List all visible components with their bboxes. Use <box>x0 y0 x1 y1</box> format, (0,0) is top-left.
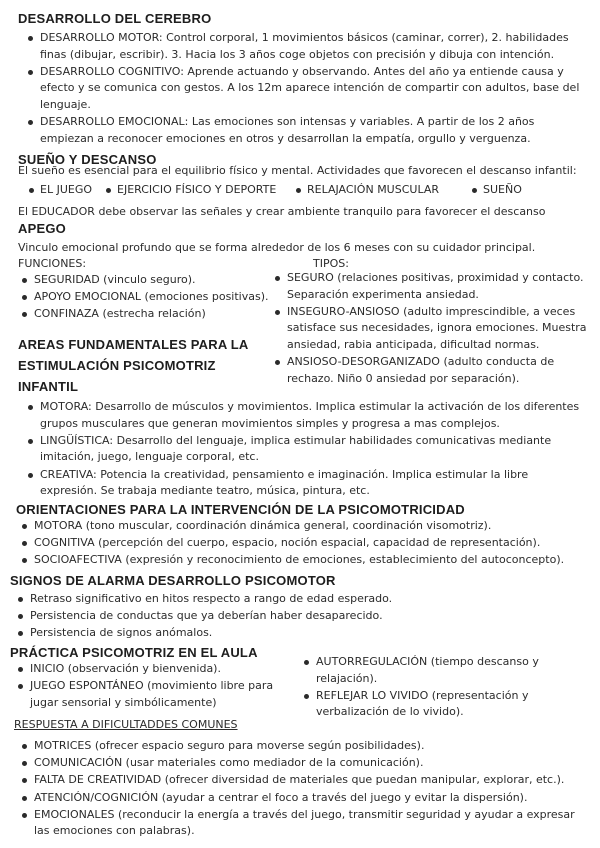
list-item: MOTORA: Desarrollo de músculos y movimientos. Implica estimular la activación de los diferentes grupos musculares que generan movimientos simples y progresa a mas complejos. <box>26 399 586 432</box>
areas-list <box>26 399 586 500</box>
bullet-icon <box>22 295 27 300</box>
list-item: SEGURO (relaciones positivas, proximidad y contacto. Separación experimenta ansiedad. <box>273 270 591 303</box>
list-item: DESARROLLO MOTOR: Control corporal, 1 movimientos básicos (caminar, correr), 2. habilidades finas (dibujar, escribir). 3. Hacia los 3 años coge objetos con precisión y dibuja con intención. <box>26 30 582 63</box>
practica-left-list <box>16 661 294 712</box>
bullet-icon <box>28 439 33 444</box>
list-item: APOYO EMOCIONAL (emociones positivas). <box>20 289 282 306</box>
list-item: DESARROLLO COGNITIVO: Aprende actuando y observando. Antes del año ya entiende causa y efecto y se comunica con gestos. A los 12m aparece intención de compartir con adultos, base del lenguaje. <box>26 64 582 114</box>
bullet-icon <box>28 120 33 125</box>
list-item: Persistencia de conductas que ya deberían haber desaparecido. <box>16 608 576 625</box>
cerebro-list <box>26 30 582 148</box>
section-title-cerebro: DESARROLLO DEL CEREBRO <box>18 11 212 26</box>
list-item: COMUNICACIÓN (usar materiales como mediador de la comunicación). <box>20 755 592 772</box>
activity-item: RELAJACIÓN MUSCULAR <box>307 182 439 198</box>
bullet-icon <box>28 473 33 478</box>
section-title-areas-line1: AREAS FUNDAMENTALES PARA LA <box>18 337 249 352</box>
bullet-icon <box>18 631 23 636</box>
section-title-areas-line3: INFANTIL <box>18 379 79 394</box>
bullet-icon <box>18 667 23 672</box>
practica-right-list <box>302 654 588 722</box>
list-item: REFLEJAR LO VIVIDO (representación y verbalización de lo vivido). <box>302 688 588 721</box>
list-item: INSEGURO-ANSIOSO (adulto imprescindible, a veces satisface sus necesidades, ignora emociones. Muestra ansiedad, rabia anticipada, dificultad normas. <box>273 304 591 354</box>
section-title-areas-line2: ESTIMULACIÓN PSICOMOTRIZ <box>18 358 216 373</box>
bullet-icon <box>28 405 33 410</box>
bullet-icon <box>296 188 301 193</box>
apego-funciones-label: FUNCIONES: <box>18 257 87 270</box>
list-item: ANSIOSO-DESORGANIZADO (adulto conducta de rechazo. Niño 0 ansiedad por separación). <box>273 354 591 387</box>
bullet-icon <box>22 796 27 801</box>
section-title-practica: PRÁCTICA PSICOMOTRIZ EN EL AULA <box>10 645 258 660</box>
bullet-icon <box>22 813 27 818</box>
bullet-icon <box>18 684 23 689</box>
sueno-note: El EDUCADOR debe observar las señales y crear ambiente tranquilo para favorecer el descanso <box>18 205 546 218</box>
list-item: JUEGO ESPONTÁNEO (movimiento libre para jugar sensorial y simbólicamente) <box>16 678 294 711</box>
section-title-signos: SIGNOS DE ALARMA DESARROLLO PSICOMOTOR <box>10 573 336 588</box>
list-item: SOCIOAFECTIVA (expresión y reconocimiento de emociones, establecimiento del autoconcepto). <box>20 552 595 569</box>
bullet-icon <box>22 541 27 546</box>
bullet-icon <box>29 188 34 193</box>
orientaciones-list <box>20 518 595 570</box>
list-item: Persistencia de signos anómalos. <box>16 625 576 642</box>
list-item: DESARROLLO EMOCIONAL: Las emociones son intensas y variables. A partir de los 2 años empiezan a reconocer emociones en otros y desarrollan la empatía, orgullo y verguenza. <box>26 114 582 147</box>
sueno-activities <box>0 182 600 198</box>
sueno-intro: El sueño es esencial para el equilibrio físico y mental. Actividades que favorecen el descanso infantil: <box>18 164 577 177</box>
bullet-icon <box>18 614 23 619</box>
section-title-sueno: SUEÑO Y DESCANSO <box>18 152 157 167</box>
bullet-icon <box>22 312 27 317</box>
section-title-orientaciones: ORIENTACIONES PARA LA INTERVENCIÓN DE LA PSICOMOTRICIDAD <box>16 502 465 517</box>
apego-tipos-label: TIPOS: <box>313 257 349 270</box>
bullet-icon <box>275 360 280 365</box>
list-item: EMOCIONALES (reconducir la energía a través del juego, transmitir seguridad y ayudar a expresar las emociones con palabras). <box>20 807 592 840</box>
list-item: AUTORREGULACIÓN (tiempo descanso y relajación). <box>302 654 588 687</box>
list-item: SEGURIDAD (vinculo seguro). <box>20 272 282 289</box>
bullet-icon <box>472 188 477 193</box>
respuesta-list <box>20 738 592 841</box>
bullet-icon <box>18 597 23 602</box>
bullet-icon <box>304 660 309 665</box>
bullet-icon <box>304 694 309 699</box>
section-title-apego: APEGO <box>18 221 66 236</box>
apego-funciones-list <box>20 272 282 324</box>
list-item: MOTRICES (ofrecer espacio seguro para moverse según posibilidades). <box>20 738 592 755</box>
list-item: CREATIVA: Potencia la creatividad, pensamiento e imaginación. Implica estimular la libre expresión. Se trabaja mediante teatro, música, pintura, etc. <box>26 467 586 500</box>
bullet-icon <box>22 744 27 749</box>
bullet-icon <box>22 778 27 783</box>
apego-intro: Vinculo emocional profundo que se forma alrededor de los 6 meses con su cuidador principal. <box>18 241 536 254</box>
activity-item: EL JUEGO <box>40 182 92 198</box>
section-title-respuesta: RESPUESTA A DIFICULTADDES COMUNES <box>14 718 238 731</box>
activity-item: SUEÑO <box>483 182 522 198</box>
bullet-icon <box>22 278 27 283</box>
activity-item: EJERCICIO FÍSICO Y DEPORTE <box>117 182 276 198</box>
bullet-icon <box>28 70 33 75</box>
bullet-icon <box>106 188 111 193</box>
list-item: ATENCIÓN/COGNICIÓN (ayudar a centrar el foco a través del juego y evitar la dispersión). <box>20 790 592 807</box>
bullet-icon <box>275 310 280 315</box>
signos-list <box>16 591 576 643</box>
list-item: FALTA DE CREATIVIDAD (ofrecer diversidad de materiales que puedan manipular, explorar, etc.). <box>20 772 592 789</box>
bullet-icon <box>275 276 280 281</box>
list-item: CONFINAZA (estrecha relación) <box>20 306 282 323</box>
list-item: INICIO (observación y bienvenida). <box>16 661 294 678</box>
list-item: COGNITIVA (percepción del cuerpo, espacio, noción espacial, capacidad de representación). <box>20 535 595 552</box>
apego-tipos-list <box>273 270 591 388</box>
list-item: MOTORA (tono muscular, coordinación dinámica general, coordinación visomotriz). <box>20 518 595 535</box>
bullet-icon <box>22 524 27 529</box>
bullet-icon <box>28 36 33 41</box>
bullet-icon <box>22 761 27 766</box>
list-item: LINGÜÍSTICA: Desarrollo del lenguaje, implica estimular habilidades comunicativas mediante imitación, juego, lenguaje corporal, etc. <box>26 433 586 466</box>
bullet-icon <box>22 558 27 563</box>
list-item: Retraso significativo en hitos respecto a rango de edad esperado. <box>16 591 576 608</box>
